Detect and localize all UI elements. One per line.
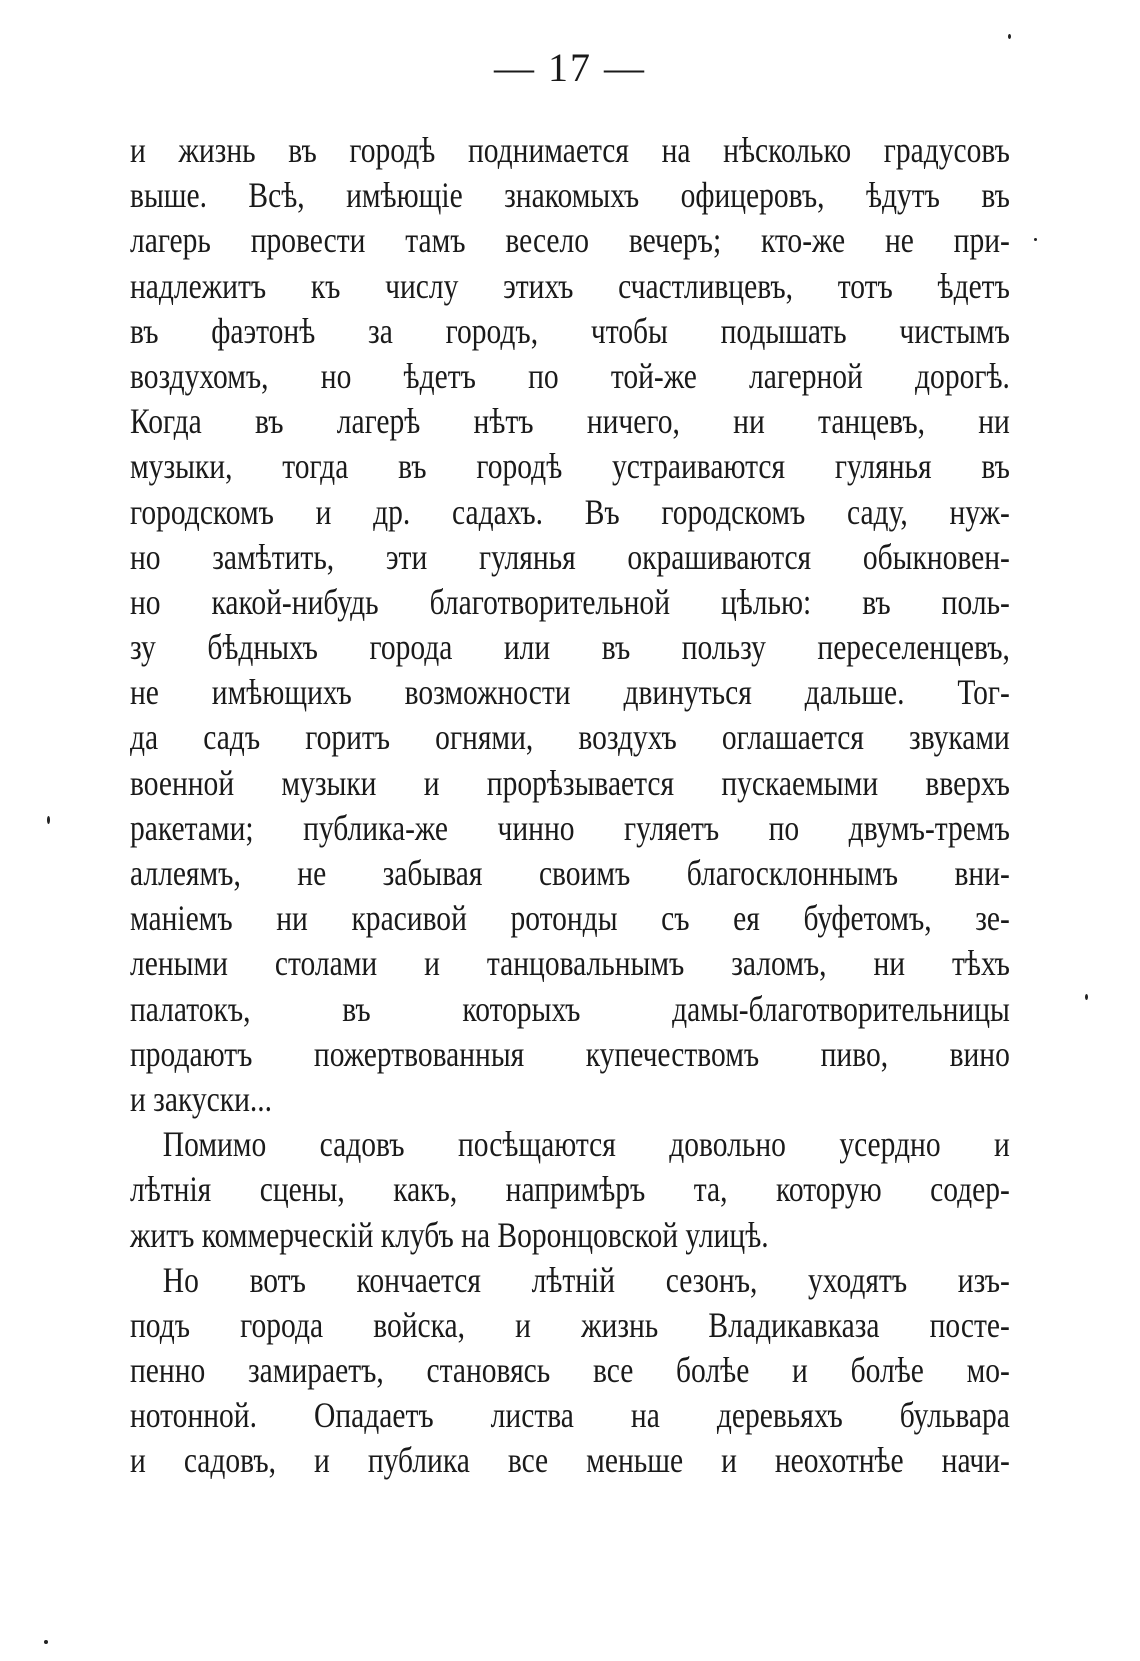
text-line: не имѣющихъ возможности двинуться дальше. Тог-: [130, 672, 1010, 713]
text-line: Когда въ лагерѣ нѣтъ ничего, ни танцевъ, ни: [130, 401, 1010, 442]
scan-speck: [1085, 994, 1088, 1000]
text-line: воздухомъ, но ѣдетъ по той-же лагерной дорогѣ.: [130, 355, 1010, 396]
text-line: городскомъ и др. садахъ. Въ городскомъ саду, нуж-: [130, 491, 1010, 532]
text-line: продаютъ пожертвованныя купечествомъ пиво, вино: [130, 1033, 1010, 1074]
text-line: лагерь провести тамъ весело вечеръ; кто-же не при-: [130, 220, 1010, 261]
paragraph-3: [130, 1258, 1010, 1484]
text-line: аллеямъ, не забывая своимъ благосклоннымъ вни-: [130, 853, 1010, 893]
paragraph-2: [130, 1122, 1010, 1258]
text-line: маніемъ ни красивой ротонды съ ея буфетомъ, зе-: [130, 898, 1010, 939]
text-line: пенно замираетъ, становясь все болѣе и болѣе мо-: [130, 1350, 1010, 1391]
text-line: но какой-нибудь благотворительной цѣлью: въ поль-: [130, 581, 1010, 622]
scan-speck: [1008, 34, 1011, 39]
text-line: да садъ горитъ огнями, воздухъ оглашается звуками: [130, 717, 1010, 758]
body-text: [130, 128, 1010, 1484]
text-line: леными столами и танцовальнымъ заломъ, ни тѣхъ: [130, 943, 1010, 984]
text-line: музыки, тогда въ городѣ устраиваются гулянья въ: [130, 446, 1010, 487]
text-line: въ фаэтонѣ за городъ, чтобы подышать чистымъ: [130, 310, 1010, 351]
paragraph-1: [130, 128, 1010, 1122]
text-line: житъ коммерческій клубъ на Воронцовской улицѣ.: [130, 1214, 769, 1255]
text-line: Помимо садовъ посѣщаются довольно усердно и: [162, 1124, 1010, 1165]
text-line: и садовъ, и публика все меньше и неохотнѣе начи-: [130, 1440, 1010, 1481]
text-line: выше. Всѣ, имѣющіе знакомыхъ офицеровъ, ѣдутъ въ: [130, 175, 1010, 216]
text-line: ракетами; публика-же чинно гуляетъ по двумъ-тремъ: [130, 807, 1010, 848]
scan-speck: [44, 1640, 48, 1644]
text-line: военной музыки и прорѣзывается пускаемыми вверхъ: [130, 762, 1010, 803]
text-line: палатокъ, въ которыхъ дамы-благотворительницы: [130, 988, 1010, 1029]
scan-speck: [47, 816, 50, 824]
scan-speck: [1034, 238, 1037, 241]
text-line: и закуски...: [130, 1078, 273, 1119]
text-line: зу бѣдныхъ города или въ пользу переселенцевъ,: [130, 627, 1010, 668]
text-line: подъ города войска, и жизнь Владикавказа посте-: [130, 1304, 1010, 1345]
text-line: но замѣтить, эти гулянья окрашиваются обыкновен-: [130, 536, 1010, 577]
text-line: надлежитъ къ числу этихъ счастливцевъ, тотъ ѣдетъ: [130, 265, 1010, 306]
text-line: нотонной. Опадаетъ листва на деревьяхъ бульвара: [130, 1395, 1010, 1436]
page-number: — 17 —: [494, 45, 646, 90]
text-line: лѣтнія сцены, какъ, напримѣръ та, которую содер-: [130, 1169, 1010, 1210]
text-line: Но вотъ кончается лѣтній сезонъ, уходятъ изъ-: [162, 1259, 1010, 1300]
text-line: и жизнь въ городѣ поднимается на нѣсколько градусовъ: [130, 130, 1010, 170]
